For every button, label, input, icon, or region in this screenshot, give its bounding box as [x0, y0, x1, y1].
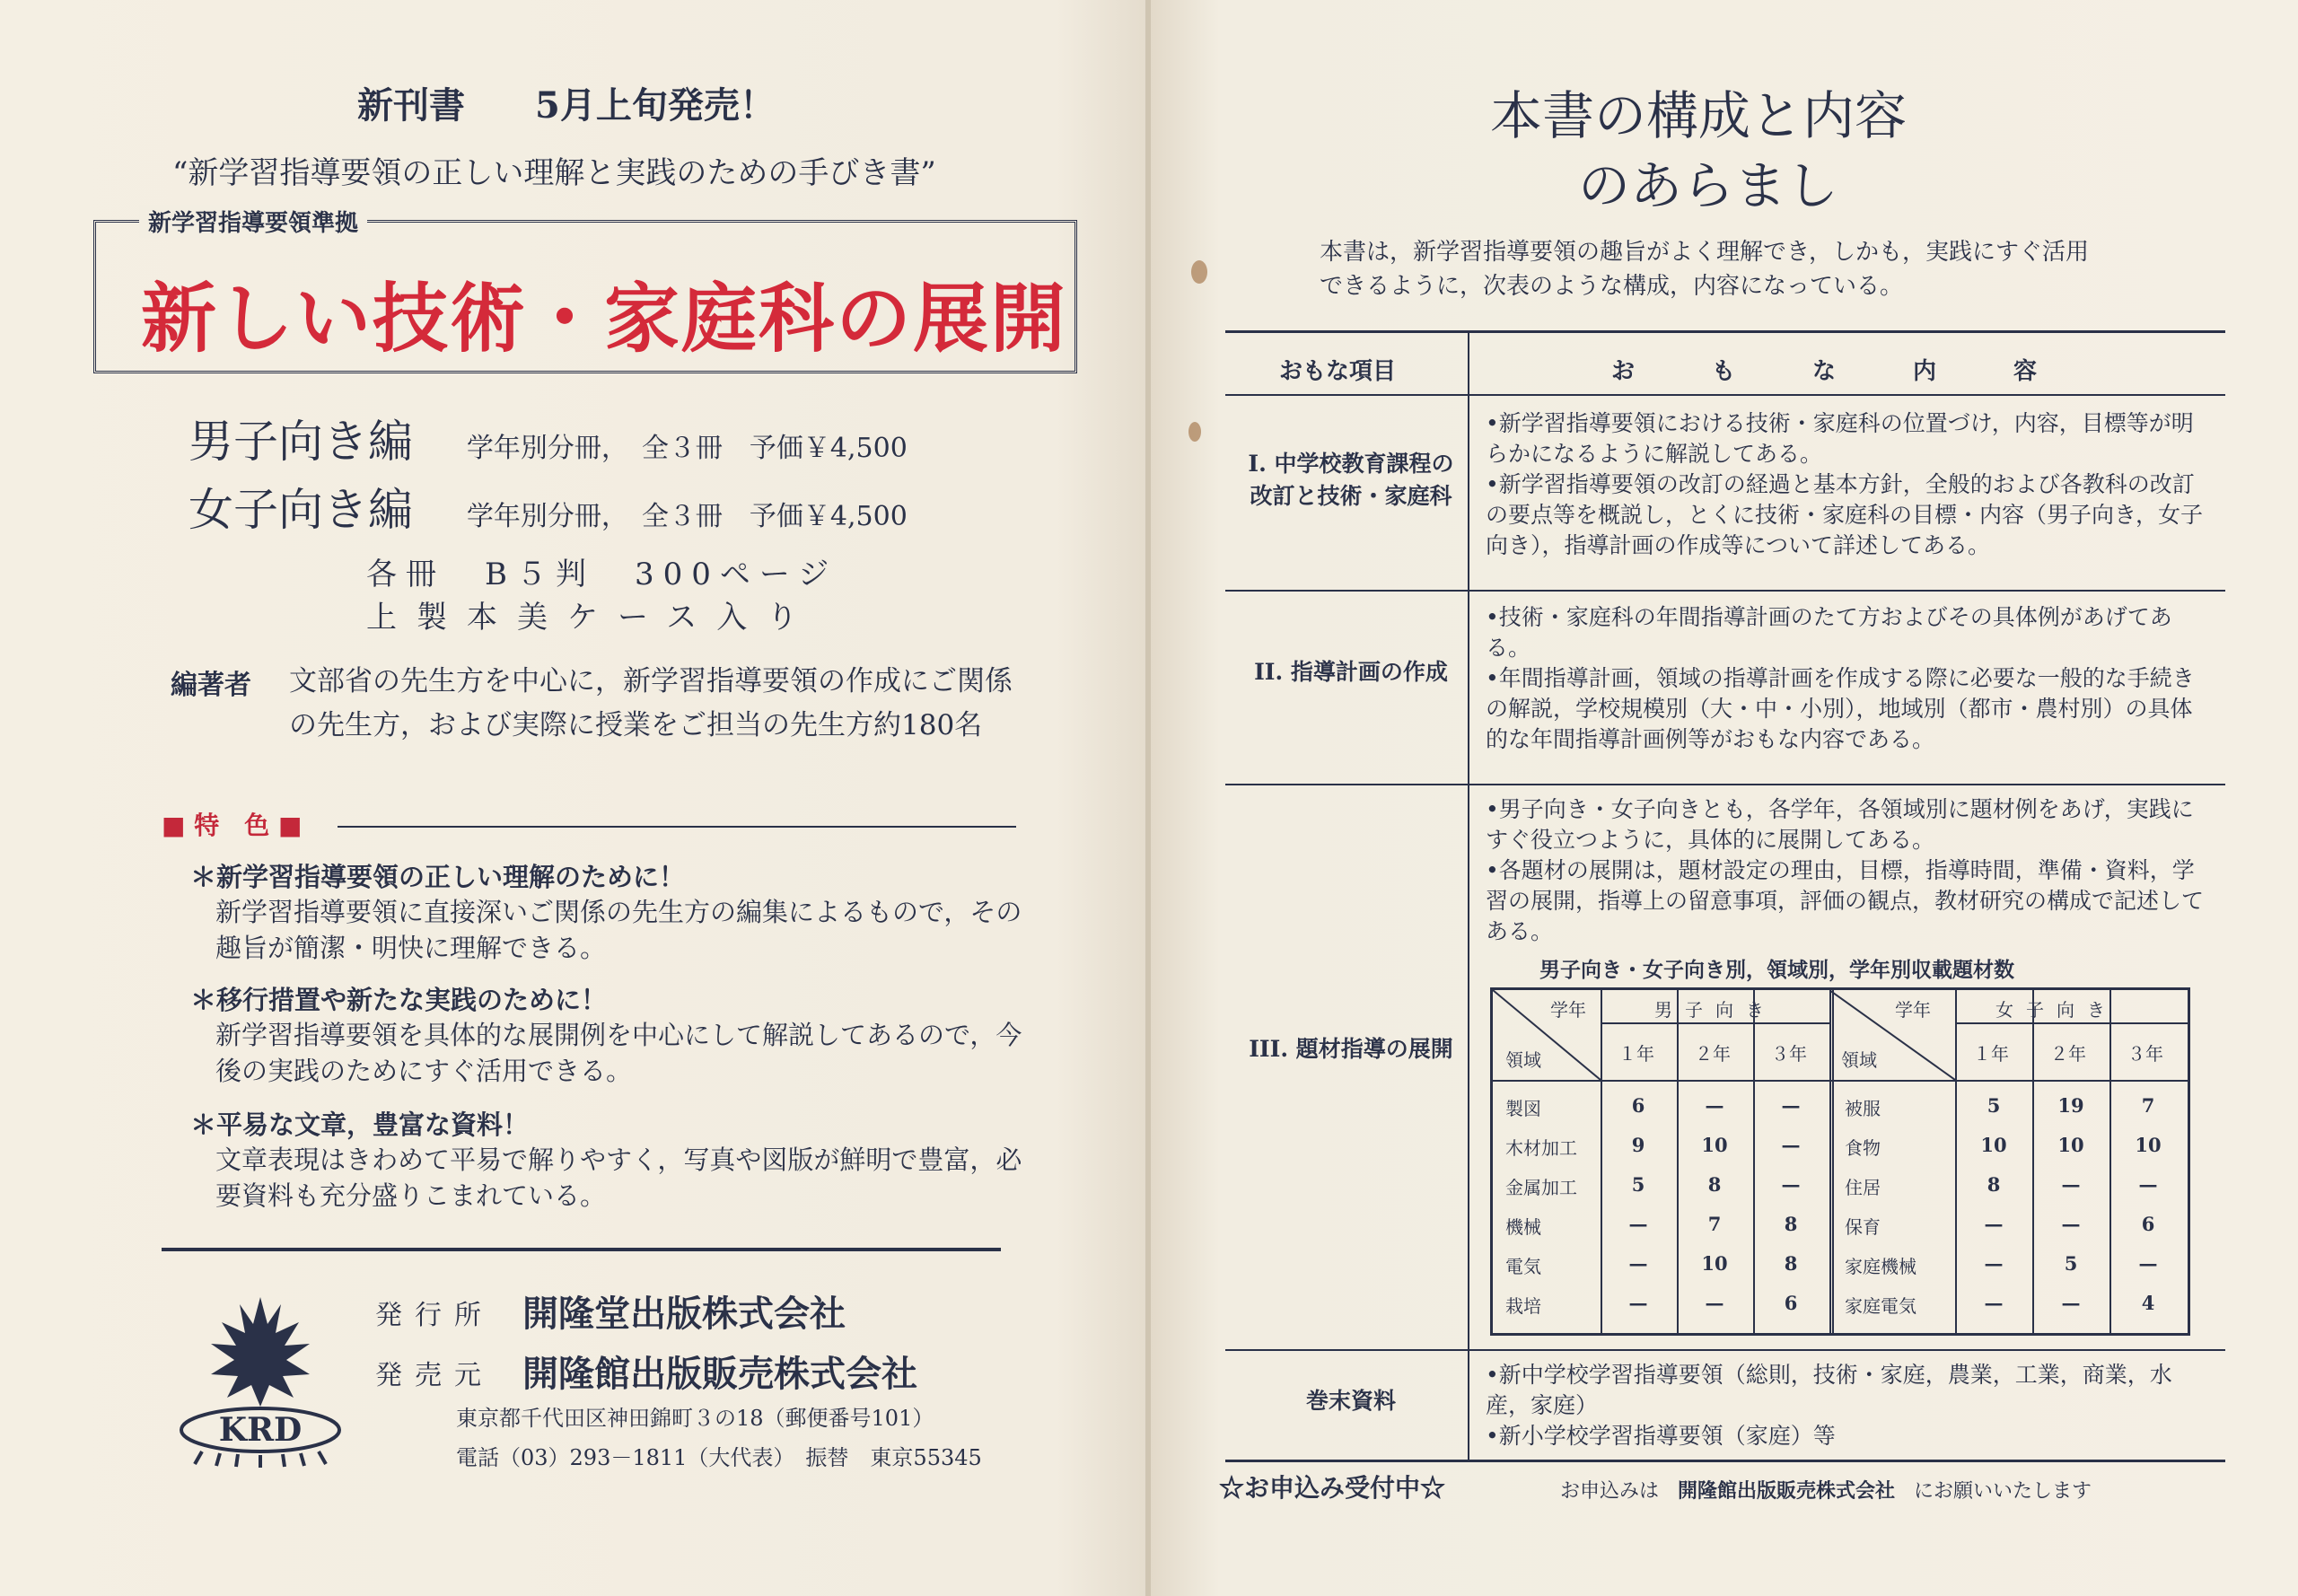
- intro-text: 本書は，新学習指導要領の趣旨がよく理解でき，しかも，実践にすぐ活用できるように，次表のような構成，内容になっている。: [1320, 239, 2089, 300]
- girls-domain: 保育: [1845, 1216, 1881, 1238]
- cell-value: —: [2138, 1173, 2158, 1196]
- subtable-rule: [1753, 990, 1755, 1333]
- boys-domain: 製図: [1505, 1098, 1541, 1119]
- cell-value: 10: [1701, 1134, 1728, 1156]
- feature-body: 新学習指導要領に直接深いご関係の先生方の編集によるもので，その趣旨が簡潔・明快に理解できる。: [215, 897, 1022, 963]
- topic-count-table: [1490, 987, 2190, 1336]
- section-title: 中学校教育課程の改訂と技術・家庭科: [1250, 451, 1454, 509]
- grade-2: ２年: [2050, 1043, 2086, 1065]
- grade-1: １年: [1973, 1043, 2009, 1065]
- edition-boys: [189, 406, 908, 470]
- cell-value: —: [1781, 1134, 1801, 1156]
- cell-value: 8: [1987, 1173, 2001, 1196]
- title-box: [93, 210, 1077, 373]
- section-1-item: •新学習指導要領における技術・家庭科の位置づけ，内容，目標等が明らかになるように解説してある。: [1486, 410, 2194, 467]
- section-2-item: •年間指導計画，領域の指導計画を作成する際に必要な一般的な手続きの解説，学校規模別（大・中・小別），地域別（都市・農村別）の具体的な年間指導計画例等がおもな内容である。: [1486, 665, 2195, 752]
- cell-value: 8: [1707, 1173, 1722, 1196]
- toc-title-line2: のあらまし: [1578, 155, 1839, 216]
- section-num: I.: [1248, 451, 1267, 477]
- feature-body: 文章表現はきわめて平易で解りやすく，写真や図版が鮮明で豊富，必要資料も充分盛りこまれている。: [215, 1144, 1022, 1211]
- cell-value: —: [1984, 1292, 2004, 1314]
- section-title: 指導計画の作成: [1290, 659, 1448, 685]
- subtitle: “新学習指導要領の正しい理解と実践のための手びき書”: [172, 155, 936, 191]
- main-title: 新しい技術・家庭科の展開: [141, 274, 1068, 363]
- apply-heading: ☆お申込み受付中☆: [1219, 1473, 1446, 1503]
- subtable-rule: [1493, 1080, 2188, 1082]
- editor-text: 文部省の先生方を中心に，新学習指導要領の作成にご関係の先生方，および実際に授業をご担当の先生方約180名: [289, 665, 1013, 741]
- girls-domain: 住居: [1845, 1177, 1881, 1198]
- cell-value: 6: [1784, 1292, 1798, 1314]
- apply-suffix: にお願いいたします: [1914, 1480, 2092, 1503]
- cell-value: —: [1628, 1213, 1648, 1235]
- section-3-item: •各題材の展開は，題材設定の理由，目標，指導時間，準備・資料，学習の展開，指導上の留意事項，評価の観点，教材研究の構成で記述してある。: [1486, 857, 2205, 944]
- boys-domain: 機械: [1505, 1216, 1541, 1238]
- cell-value: 4: [2141, 1292, 2155, 1314]
- subtable-caption: 男子向き・女子向き別，領域別，学年別収載題材数: [1539, 958, 2014, 982]
- cell-value: 8: [1784, 1252, 1798, 1275]
- cell-value: 8: [1784, 1213, 1798, 1235]
- subtable-rule: [1677, 990, 1679, 1333]
- header-content: おもな内容: [1611, 358, 2115, 385]
- section-2-title: [1243, 656, 1459, 688]
- grade-3: ３年: [2127, 1043, 2163, 1065]
- edition-name: 男子向き編: [189, 416, 413, 468]
- appendix-item: •新中学校学習指導要領（総則，技術・家庭，農業，工業，商業，水産，家庭）: [1486, 1362, 2172, 1418]
- cell-value: 5: [1631, 1173, 1645, 1196]
- subtable-rule: [1601, 990, 1602, 1333]
- cell-value: —: [1705, 1292, 1724, 1314]
- appendix-label: 巻末資料: [1305, 1388, 1396, 1414]
- section-num: III.: [1249, 1036, 1289, 1062]
- cell-value: 10: [2057, 1134, 2084, 1156]
- cell-value: 9: [1631, 1134, 1645, 1156]
- phone: 電話（03）293－1811（大代表） 振替 東京55345: [456, 1445, 982, 1470]
- boys-domain: 電気: [1505, 1256, 1541, 1277]
- cell-value: —: [1781, 1094, 1801, 1117]
- cell-value: —: [1628, 1252, 1648, 1275]
- subtable-rule: [1955, 990, 1957, 1333]
- cell-value: 7: [1707, 1213, 1722, 1235]
- cell-value: —: [1705, 1094, 1724, 1117]
- subtable-rule: [1955, 1022, 2188, 1024]
- toc-title-line1: 本書の構成と内容: [1490, 85, 1908, 146]
- cell-value: 10: [1980, 1134, 2007, 1156]
- left-page: [0, 0, 1147, 1596]
- grade-label: 学年: [1895, 999, 1931, 1021]
- feature-title: ＊移行措置や新たな実践のために！: [190, 985, 608, 1015]
- cell-value: 6: [2141, 1213, 2155, 1235]
- boys-domain: 栽培: [1505, 1295, 1541, 1317]
- girls-domain: 食物: [1845, 1137, 1881, 1159]
- section-3-item: •男子向き・女子向きとも，各学年，各領域別に題材例をあげ，実践にすぐ役立つように，具体的に展開してある。: [1486, 796, 2194, 853]
- logo-text: KRD: [218, 1411, 303, 1449]
- paper-stain: [1188, 422, 1201, 442]
- address: 東京都千代田区神田錦町３の18（郵便番号101）: [456, 1406, 934, 1431]
- publisher-name: 開隆堂出版株式会社: [522, 1293, 846, 1335]
- spec-binding: 上製本美ケース入り: [366, 600, 818, 636]
- girls-label: 女子向き: [1995, 999, 2118, 1021]
- cell-value: —: [1984, 1252, 2004, 1275]
- girls-domain: 家庭電気: [1845, 1295, 1916, 1317]
- apply-note: [1560, 1476, 2092, 1504]
- feature-title: ＊新学習指導要領の正しい理解のために！: [190, 862, 686, 892]
- section-title: 題材指導の展開: [1295, 1036, 1453, 1062]
- footer-divider: [162, 1248, 1001, 1251]
- section-num: II.: [1254, 659, 1284, 685]
- cell-value: —: [1781, 1173, 1801, 1196]
- feature-body: 新学習指導要領を具体的な展開例を中心にして解説してあるので，今後の実践のためにすぐ活用できる。: [215, 1020, 1022, 1086]
- domain-label: 領域: [1505, 1049, 1541, 1071]
- publisher-label: 発行所: [375, 1300, 494, 1331]
- table-rule: [1225, 784, 2225, 785]
- cell-value: —: [1628, 1292, 1648, 1314]
- subtable-rule: [1601, 1022, 1829, 1024]
- boys-label: 男子向き: [1654, 999, 1776, 1021]
- krd-logo: [175, 1288, 346, 1468]
- section-1-item: •新学習指導要領の改訂の経過と基本方針，全般的および各教科の改訂の要点等を概説し，とくに技術・家庭科の目標・内容（男子向き，女子向き），指導計画の作成等について詳述してある。: [1486, 471, 2204, 558]
- subtable-rule: [2109, 990, 2111, 1333]
- grade-2: ２年: [1695, 1043, 1731, 1065]
- series-label: 新学習指導要領準拠: [139, 205, 367, 238]
- cell-value: 5: [2064, 1252, 2078, 1275]
- features-divider: [338, 826, 1016, 828]
- section-2-item: •技術・家庭科の年間指導計画のたて方およびその具体例があげてある。: [1486, 604, 2172, 661]
- features-heading: ■ 特 色 ■: [162, 811, 303, 840]
- girls-domain: 被服: [1845, 1098, 1881, 1119]
- spec-size-pages: 各冊 B５判 300ページ: [366, 557, 838, 592]
- cell-value: 6: [1631, 1094, 1645, 1117]
- cell-value: —: [1984, 1213, 2004, 1235]
- grade-3: ３年: [1771, 1043, 1807, 1065]
- paper-stain: [1191, 260, 1207, 284]
- subtable-rule: [2032, 990, 2034, 1333]
- cell-value: 19: [2057, 1094, 2084, 1117]
- distributor-label: 発売元: [375, 1360, 494, 1391]
- section-1-title: [1243, 448, 1459, 513]
- cell-value: 10: [2135, 1134, 2162, 1156]
- table-vertical-rule: [1468, 333, 1469, 1460]
- edition-details: 学年別分冊， 全３冊 予価￥4,500: [466, 433, 908, 464]
- section-3-title: [1243, 1033, 1459, 1065]
- release-date: 5月上旬発売！: [535, 84, 776, 127]
- grade-label: 学年: [1550, 999, 1586, 1021]
- cell-value: —: [2061, 1292, 2081, 1314]
- boys-domain: 金属加工: [1505, 1177, 1577, 1198]
- domain-label: 領域: [1841, 1049, 1877, 1071]
- distributor-name: 開隆館出版販売株式会社: [522, 1353, 917, 1395]
- cell-value: —: [2061, 1213, 2081, 1235]
- cell-value: 10: [1701, 1252, 1728, 1275]
- cell-value: —: [2138, 1252, 2158, 1275]
- table-rule: [1225, 1349, 2225, 1351]
- appendix-item: •新小学校学習指導要領（家庭）等: [1486, 1423, 1836, 1449]
- edition-girls: [189, 474, 908, 539]
- new-book-line: [357, 77, 776, 128]
- grade-1: １年: [1618, 1043, 1654, 1065]
- feature-title: ＊平易な文章，豊富な資料！: [190, 1109, 530, 1140]
- apply-company: 開隆館出版販売株式会社: [1678, 1479, 1896, 1503]
- girls-domain: 家庭機械: [1845, 1256, 1916, 1277]
- new-book-label: 新刊書: [357, 84, 465, 127]
- header-item: おもな項目: [1279, 358, 1397, 385]
- cell-value: 5: [1987, 1094, 2001, 1117]
- table-rule: [1225, 394, 2225, 396]
- edition-name: 女子向き編: [189, 484, 413, 536]
- boys-domain: 木材加工: [1505, 1137, 1577, 1159]
- apply-prefix: お申込みは: [1560, 1480, 1660, 1503]
- cell-value: 7: [2141, 1094, 2155, 1117]
- table-rule: [1225, 590, 2225, 592]
- cell-value: —: [2061, 1173, 2081, 1196]
- editor-label: 編著者: [171, 670, 251, 701]
- edition-details: 学年別分冊， 全３冊 予価￥4,500: [466, 501, 908, 532]
